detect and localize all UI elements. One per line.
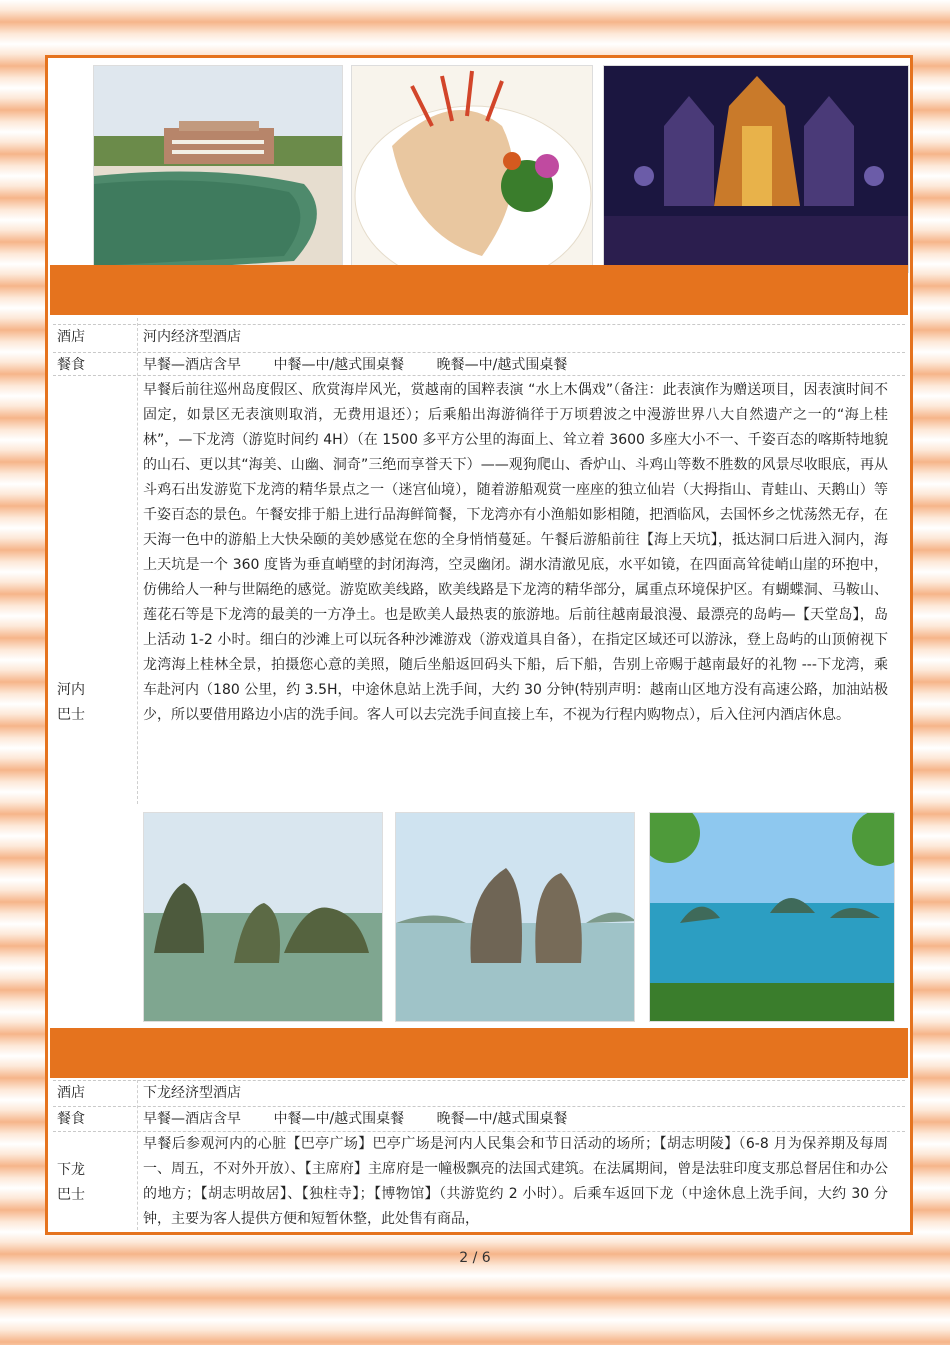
temple-show-photo: [603, 65, 909, 273]
route-transport-2: 巴士: [57, 1187, 85, 1203]
column-divider-2: [137, 1080, 138, 1230]
hotel-label: 酒店: [57, 329, 85, 345]
halong-panorama-photo: [649, 812, 895, 1022]
lobster-dish-photo: [351, 65, 593, 273]
itinerary-description-2: 早餐后参观河内的心脏【巴亭广场】巴亭广场是河内人民集会和节日活动的场所；【胡志明陵】（6-8 月为保养期及每周一、周五，不对外开放）、【主席府】主席府是一幢极飘亮的法国式建筑。在法属期间，曾是法驻印度支那总督居住和办公的地方；【胡志明故居】、【独柱寺】；【博物馆】（共游览约 2 小时）。后乘车返回下龙（中途休息上洗手间，大约 30 分钟，主要为客人提供方便和短暂休整，此处售有商品，: [143, 1136, 888, 1227]
meal-label: 餐食: [57, 357, 85, 373]
day-header-bar-2: [50, 1028, 908, 1078]
photo-row-top: [93, 65, 909, 273]
breakfast: 早餐—酒店含早: [143, 357, 241, 373]
kissing-rocks-photo: [395, 812, 635, 1022]
column-divider: [137, 318, 138, 804]
lunch-2: 中餐—中/越式围桌餐: [273, 1111, 405, 1127]
hotel-row-2: [53, 1080, 905, 1106]
halong-bay-photo-1: [143, 812, 383, 1022]
hotel-label-2: 酒店: [57, 1085, 85, 1101]
route-city: 河内: [57, 682, 85, 698]
route-city-2: 下龙: [57, 1162, 85, 1178]
hotel-value: 河内经济型酒店: [143, 329, 241, 345]
meal-row: [53, 352, 905, 376]
route-label: [57, 678, 97, 728]
day-header-bar: [50, 265, 908, 315]
route-label-2: [57, 1158, 97, 1208]
breakfast-2: 早餐—酒店含早: [143, 1111, 241, 1127]
hotel-value-2: 下龙经济型酒店: [143, 1085, 241, 1101]
route-transport: 巴士: [57, 707, 85, 723]
dinner: 晚餐—中/越式围桌餐: [436, 357, 568, 373]
lunch: 中餐—中/越式围桌餐: [273, 357, 405, 373]
photo-row-bay: [93, 812, 909, 1022]
itinerary-description: 早餐后前往巡州岛度假区、欣赏海岸风光，赏越南的国粹表演 “水上木偶戏”（备注：此表演作为赠送项目，因表演时间不固定，如景区无表演则取消，无费用退还）；后乘船出海游徜徉于万顷碧波之中漫游世界八大自然遗产之一的“海上桂林”，—下龙湾（游览时间约 4H）（在 1500 多平方公里的海面上、耸立着 3600 多座大小不一、千姿百态的喀斯特地貌的山石、更以其“海美、山幽、洞奇”三绝而享誉天下）——观狗爬山、香炉山、斗鸡山等数不胜数的风景尽收眼底，再从斗鸡石出发游览下龙湾的精华景点之一（迷宫仙境），随着游船观赏一座座的独立仙岩（大拇指山、青蛙山、天鹅山）等千姿百态的景色。午餐安排于船上进行品海鲜简餐，下龙湾亦有小渔船如影相随，把酒临风，去国怀乡之忧荡然无存，在天海一色中的游船上大快朵颐的美妙感觉在您的全身悄悄蔓延。午餐后游船前往【海上天坑】，抵达洞口后进入洞内，海上天坑是一个 360 度皆为垂直峭壁的封闭海湾，空灵幽闭。湖水清澈见底，水平如镜，在四面高耸徒峭山崖的环抱中，仿佛给人一种与世隔绝的感觉。游览欧美线路，欧美线路是下龙湾的精华部分，属重点环境保护区。有蝴蝶洞、马鞍山、莲花石等是下龙湾的最美的一方净土。也是欧美人最热衷的旅游地。后前往越南最浪漫、最漂亮的岛屿—【天堂岛】，岛上活动 1-2 小时。细白的沙滩上可以玩各种沙滩游戏（游戏道具自备），在指定区域还可以游泳，登上岛屿的山顶俯视下龙湾海上桂林全景，拍摄您心意的美照，随后坐船返回码头下船，后下船，告别上帝赐于越南最好的礼物 ---下龙湾，乘车赴河内（180 公里，约 3.5H，中途休息站上洗手间，大约 30 分钟(特别声明：越南山区地方没有高速公路，加油站极少，所以要借用路边小店的洗手间。客人可以去完洗手间直接上车，不视为行程内购物点），后入住河内酒店休息。: [143, 382, 888, 723]
resort-pool-photo: [93, 65, 343, 273]
divider: [53, 375, 905, 376]
hotel-row: [53, 324, 905, 350]
meal-row-2: [53, 1106, 905, 1130]
page-number: 2 / 6: [459, 1250, 491, 1266]
meal-label-2: 餐食: [57, 1111, 85, 1127]
dinner-2: 晚餐—中/越式围桌餐: [436, 1111, 568, 1127]
